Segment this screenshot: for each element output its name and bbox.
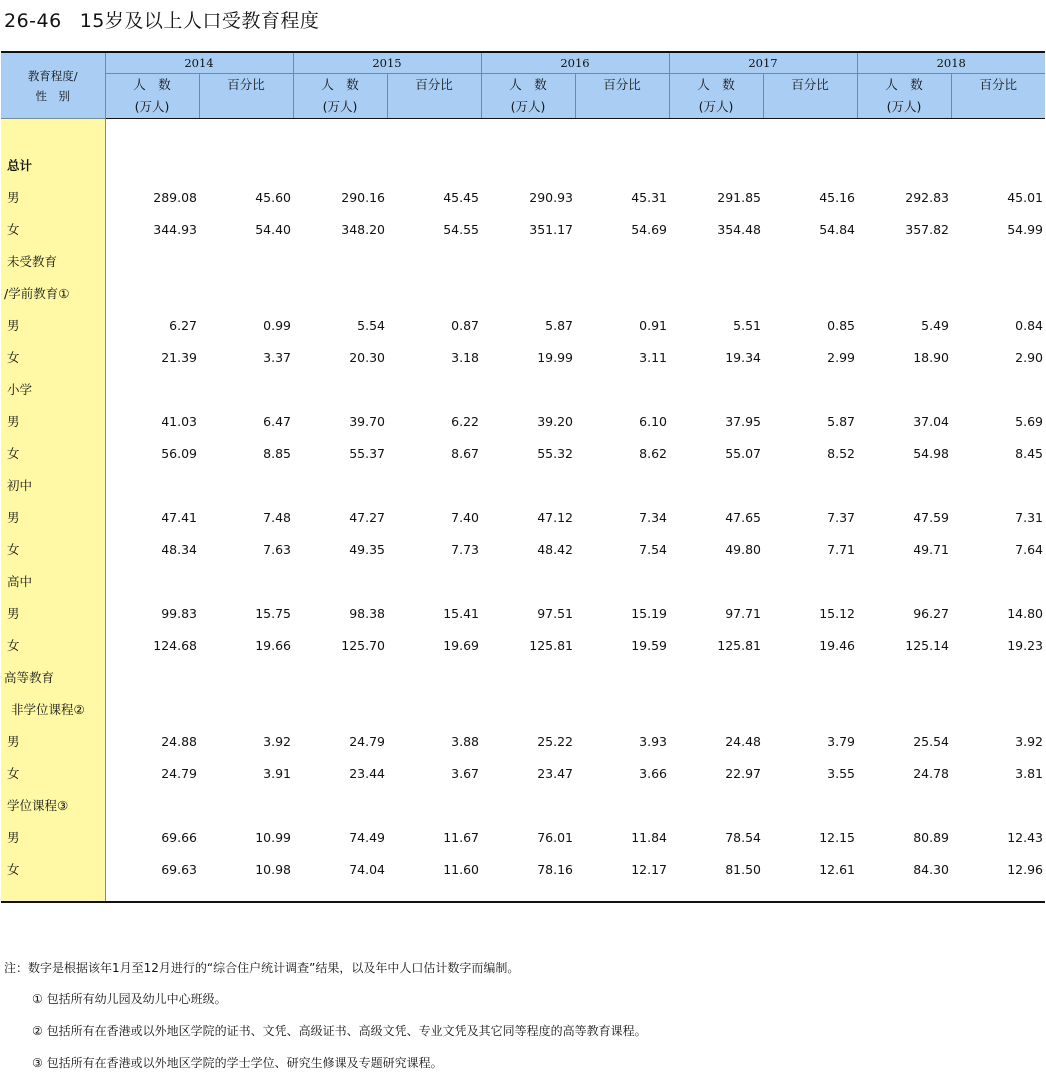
table-row (1, 597, 1045, 629)
section-row (1, 789, 1045, 821)
label-cell (1, 629, 105, 661)
count-cell: 55.32 (537, 445, 573, 461)
percent-cell: 3.37 (263, 349, 291, 365)
percent-cell: 3.88 (451, 733, 479, 749)
count-cell: 351.17 (529, 221, 573, 237)
count-cell: 290.16 (341, 189, 385, 205)
year-header: 2014 (105, 52, 293, 74)
percent-cell: 7.37 (827, 509, 855, 525)
count-cell: 97.51 (537, 605, 573, 621)
table-row (1, 725, 1045, 757)
row-label: 男 (7, 830, 20, 845)
row-label: 男 (7, 414, 20, 429)
label-cell (1, 181, 105, 213)
percent-cell: 3.93 (639, 733, 667, 749)
table-body (1, 119, 1045, 903)
percent-cell: 8.45 (1015, 445, 1043, 461)
row-label: 男 (7, 318, 20, 333)
count-cell: 80.89 (913, 829, 949, 845)
row-label: 女 (7, 638, 20, 653)
row-label: 学位课程③ (7, 798, 69, 813)
percent-header (951, 74, 1045, 119)
percent-cell: 12.17 (631, 861, 667, 877)
label-cell (1, 405, 105, 437)
percent-cell: 3.92 (263, 733, 291, 749)
percent-cell: 5.69 (1015, 413, 1043, 429)
section-row (1, 245, 1045, 277)
percent-cell: 19.46 (819, 637, 855, 653)
percent-cell: 54.69 (631, 221, 667, 237)
count-header-line2: (万人) (698, 99, 734, 114)
count-cell: 19.99 (537, 349, 573, 365)
year-header-row (1, 52, 1045, 74)
count-cell: 69.63 (161, 861, 197, 877)
row-label-header (1, 52, 105, 119)
count-cell: 357.82 (905, 221, 949, 237)
percent-cell: 12.43 (1007, 829, 1043, 845)
count-cell: 24.48 (725, 733, 761, 749)
row-label: 女 (7, 350, 20, 365)
footnote: 注：数字是根据该年1月至12月进行的“综合住户统计调查”结果，以及年中人口估计数字而编制。 (4, 961, 520, 975)
row-label: 女 (7, 766, 20, 781)
percent-cell: 6.22 (451, 413, 479, 429)
count-header-line1: 人 数 (697, 77, 735, 92)
count-cell: 125.81 (717, 637, 761, 653)
table-row (1, 629, 1045, 661)
percent-cell: 15.75 (255, 605, 291, 621)
count-header (293, 74, 387, 119)
row-label: 小学 (7, 382, 33, 397)
count-cell: 290.93 (529, 189, 573, 205)
percent-cell: 19.23 (1007, 637, 1043, 653)
section-row (1, 469, 1045, 501)
percent-cell: 3.11 (639, 349, 667, 365)
percent-cell: 3.55 (827, 765, 855, 781)
table-row (1, 437, 1045, 469)
row-label-header-line2: 性 别 (35, 88, 70, 103)
table-row (1, 757, 1045, 789)
count-header (669, 74, 763, 119)
count-cell: 81.50 (725, 861, 761, 877)
count-cell: 24.79 (349, 733, 385, 749)
count-cell: 99.83 (161, 605, 197, 621)
percent-header-label: 百分比 (979, 77, 1017, 92)
section-row (1, 373, 1045, 405)
table-row (1, 181, 1045, 213)
percent-header-label: 百分比 (415, 77, 453, 92)
label-cell (1, 725, 105, 757)
count-header-line2: (万人) (510, 99, 546, 114)
count-cell: 41.03 (161, 413, 197, 429)
percent-cell: 6.10 (639, 413, 667, 429)
count-cell: 24.78 (913, 765, 949, 781)
year-header: 2018 (857, 52, 1045, 74)
percent-cell: 7.54 (639, 541, 667, 557)
count-cell: 54.98 (913, 445, 949, 461)
percent-cell: 7.71 (827, 541, 855, 557)
row-label: 女 (7, 862, 20, 877)
percent-cell: 8.85 (263, 445, 291, 461)
count-header (857, 74, 951, 119)
table-row (1, 501, 1045, 533)
count-cell: 49.71 (913, 541, 949, 557)
section-row (1, 661, 1045, 693)
count-cell: 47.41 (161, 509, 197, 525)
row-label: 女 (7, 542, 20, 557)
percent-cell: 7.48 (263, 509, 291, 525)
percent-cell: 3.66 (639, 765, 667, 781)
row-label: 初中 (7, 478, 33, 493)
percent-cell: 5.87 (827, 413, 855, 429)
percent-cell: 45.31 (631, 189, 667, 205)
percent-cell: 54.99 (1007, 221, 1043, 237)
percent-cell: 0.99 (263, 317, 291, 333)
count-header-line2: (万人) (886, 99, 922, 114)
section-row (1, 277, 1045, 309)
count-cell: 25.54 (913, 733, 949, 749)
percent-cell: 7.40 (451, 509, 479, 525)
count-header-line1: 人 数 (509, 77, 547, 92)
label-cell (1, 789, 105, 821)
count-cell: 124.68 (153, 637, 197, 653)
label-cell (1, 661, 105, 693)
section-row (1, 693, 1045, 725)
label-cell (1, 533, 105, 565)
percent-cell: 3.81 (1015, 765, 1043, 781)
label-cell (1, 277, 105, 309)
count-cell: 24.79 (161, 765, 197, 781)
count-cell: 49.35 (349, 541, 385, 557)
percent-cell: 7.31 (1015, 509, 1043, 525)
count-cell: 76.01 (537, 829, 573, 845)
label-cell (1, 437, 105, 469)
percent-cell: 7.34 (639, 509, 667, 525)
percent-header-label: 百分比 (227, 77, 265, 92)
table-row (1, 213, 1045, 245)
percent-cell: 8.52 (827, 445, 855, 461)
label-cell (1, 373, 105, 405)
row-label: 男 (7, 190, 20, 205)
percent-cell: 11.84 (631, 829, 667, 845)
row-label: 高等教育 (4, 670, 55, 685)
count-cell: 354.48 (717, 221, 761, 237)
count-cell: 5.54 (357, 317, 385, 333)
label-cell (1, 565, 105, 597)
count-cell: 47.59 (913, 509, 949, 525)
count-cell: 5.51 (733, 317, 761, 333)
percent-cell: 3.91 (263, 765, 291, 781)
table-row (1, 309, 1045, 341)
percent-header-label: 百分比 (603, 77, 641, 92)
count-cell: 78.54 (725, 829, 761, 845)
percent-header (199, 74, 293, 119)
count-cell: 21.39 (161, 349, 197, 365)
percent-cell: 19.69 (443, 637, 479, 653)
count-cell: 39.70 (349, 413, 385, 429)
row-label: 总计 (7, 158, 33, 173)
percent-cell: 45.01 (1007, 189, 1043, 205)
row-label: 男 (7, 510, 20, 525)
count-header-line1: 人 数 (321, 77, 359, 92)
spacer-row (1, 119, 1045, 150)
count-cell: 292.83 (905, 189, 949, 205)
count-cell: 5.49 (921, 317, 949, 333)
table-row (1, 341, 1045, 373)
education-table (1, 51, 1045, 903)
percent-cell: 3.79 (827, 733, 855, 749)
percent-header (387, 74, 481, 119)
percent-cell: 45.60 (255, 189, 291, 205)
label-cell (1, 213, 105, 245)
count-header-line1: 人 数 (885, 77, 923, 92)
label-cell (1, 853, 105, 885)
percent-cell: 7.64 (1015, 541, 1043, 557)
row-label: 女 (7, 222, 20, 237)
percent-cell: 54.40 (255, 221, 291, 237)
count-cell: 23.44 (349, 765, 385, 781)
percent-cell: 12.96 (1007, 861, 1043, 877)
count-header (481, 74, 575, 119)
count-cell: 78.16 (537, 861, 573, 877)
count-cell: 125.81 (529, 637, 573, 653)
count-cell: 25.22 (537, 733, 573, 749)
count-cell: 19.34 (725, 349, 761, 365)
row-label: /学前教育① (4, 286, 70, 301)
count-header-line2: (万人) (322, 99, 358, 114)
count-cell: 6.27 (169, 317, 197, 333)
percent-header (575, 74, 669, 119)
label-cell (1, 597, 105, 629)
table-row (1, 821, 1045, 853)
percent-cell: 15.19 (631, 605, 667, 621)
percent-cell: 2.99 (827, 349, 855, 365)
percent-cell: 15.41 (443, 605, 479, 621)
year-header: 2017 (669, 52, 857, 74)
count-cell: 5.87 (545, 317, 573, 333)
row-label: 男 (7, 606, 20, 621)
percent-cell: 3.67 (451, 765, 479, 781)
footnote: ② 包括所有在香港或以外地区学院的证书、文凭、高级证书、高级文凭、专业文凭及其它同等程度的高等教育课程。 (32, 1024, 647, 1038)
count-cell: 22.97 (725, 765, 761, 781)
table-row (1, 853, 1045, 885)
percent-header-label: 百分比 (791, 77, 829, 92)
percent-cell: 0.84 (1015, 317, 1043, 333)
count-cell: 125.14 (905, 637, 949, 653)
count-cell: 97.71 (725, 605, 761, 621)
count-header-line2: (万人) (134, 99, 170, 114)
year-header: 2016 (481, 52, 669, 74)
percent-cell: 54.55 (443, 221, 479, 237)
percent-cell: 3.18 (451, 349, 479, 365)
count-cell: 23.47 (537, 765, 573, 781)
percent-cell: 11.60 (443, 861, 479, 877)
percent-cell: 12.61 (819, 861, 855, 877)
label-cell (1, 119, 105, 150)
percent-cell: 54.84 (819, 221, 855, 237)
count-cell: 37.95 (725, 413, 761, 429)
count-cell: 18.90 (913, 349, 949, 365)
percent-cell: 0.85 (827, 317, 855, 333)
count-cell: 344.93 (153, 221, 197, 237)
count-header (105, 74, 199, 119)
count-cell: 55.07 (725, 445, 761, 461)
count-cell: 47.65 (725, 509, 761, 525)
row-label: 男 (7, 734, 20, 749)
percent-cell: 10.98 (255, 861, 291, 877)
count-cell: 37.04 (913, 413, 949, 429)
row-label: 高中 (7, 574, 33, 589)
count-cell: 98.38 (349, 605, 385, 621)
footnote: ① 包括所有幼儿园及幼儿中心班级。 (32, 992, 227, 1006)
row-label: 未受教育 (7, 254, 58, 269)
count-cell: 48.34 (161, 541, 197, 557)
count-cell: 69.66 (161, 829, 197, 845)
count-cell: 24.88 (161, 733, 197, 749)
percent-cell: 6.47 (263, 413, 291, 429)
percent-cell: 19.66 (255, 637, 291, 653)
row-label: 非学位课程② (11, 702, 85, 717)
table-row (1, 533, 1045, 565)
subheader-row (1, 74, 1045, 119)
label-cell (1, 245, 105, 277)
count-cell: 20.30 (349, 349, 385, 365)
count-cell: 291.85 (717, 189, 761, 205)
table-code: 26-46 (4, 10, 62, 32)
count-cell: 74.04 (349, 861, 385, 877)
percent-cell: 45.45 (443, 189, 479, 205)
count-cell: 55.37 (349, 445, 385, 461)
count-cell: 348.20 (341, 221, 385, 237)
label-cell (1, 501, 105, 533)
label-cell (1, 341, 105, 373)
row-label-header-line1: 教育程度/ (27, 68, 78, 83)
count-cell: 289.08 (153, 189, 197, 205)
label-cell (1, 469, 105, 501)
table-title: 15岁及以上人口受教育程度 (79, 10, 320, 32)
label-cell (1, 757, 105, 789)
percent-cell: 12.15 (819, 829, 855, 845)
count-cell: 125.70 (341, 637, 385, 653)
label-cell (1, 821, 105, 853)
percent-cell: 15.12 (819, 605, 855, 621)
percent-cell: 2.90 (1015, 349, 1043, 365)
row-label: 女 (7, 446, 20, 461)
percent-cell: 0.87 (451, 317, 479, 333)
count-cell: 47.27 (349, 509, 385, 525)
count-cell: 48.42 (537, 541, 573, 557)
count-cell: 84.30 (913, 861, 949, 877)
year-header: 2015 (293, 52, 481, 74)
count-cell: 49.80 (725, 541, 761, 557)
footnote: ③ 包括所有在香港或以外地区学院的学士学位、研究生修课及专题研究课程。 (32, 1056, 443, 1070)
percent-cell: 10.99 (255, 829, 291, 845)
percent-cell: 8.62 (639, 445, 667, 461)
label-cell (1, 693, 105, 725)
table-row (1, 405, 1045, 437)
section-row (1, 565, 1045, 597)
page-title (4, 6, 319, 33)
percent-cell: 0.91 (639, 317, 667, 333)
percent-header (763, 74, 857, 119)
count-cell: 56.09 (161, 445, 197, 461)
section-row (1, 149, 1045, 181)
percent-cell: 14.80 (1007, 605, 1043, 621)
percent-cell: 19.59 (631, 637, 667, 653)
percent-cell: 3.92 (1015, 733, 1043, 749)
label-cell (1, 149, 105, 181)
count-cell: 74.49 (349, 829, 385, 845)
percent-cell: 11.67 (443, 829, 479, 845)
count-cell: 39.20 (537, 413, 573, 429)
count-cell: 47.12 (537, 509, 573, 525)
count-header-line1: 人 数 (133, 77, 171, 92)
percent-cell: 7.73 (451, 541, 479, 557)
table-end-row (1, 885, 1045, 902)
label-cell (1, 309, 105, 341)
count-cell: 96.27 (913, 605, 949, 621)
percent-cell: 45.16 (819, 189, 855, 205)
percent-cell: 7.63 (263, 541, 291, 557)
percent-cell: 8.67 (451, 445, 479, 461)
